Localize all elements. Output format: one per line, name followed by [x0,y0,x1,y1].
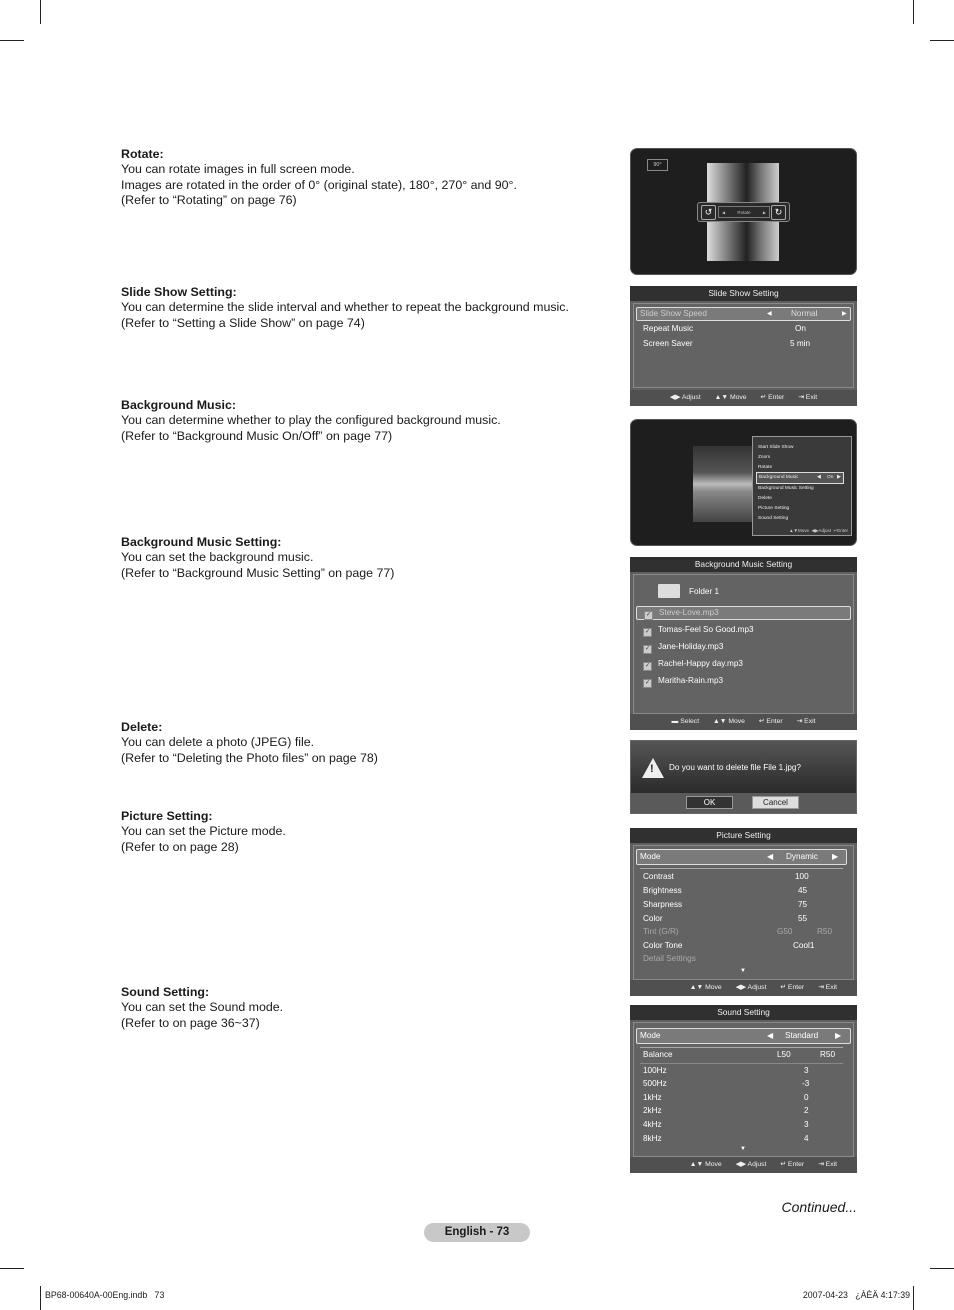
panel-body [633,1022,854,1157]
row-value: Dynamic [786,852,818,861]
eq-row[interactable]: 2kHz 2 [643,1106,809,1115]
background-music-screen [630,419,857,546]
tools-menu [752,436,852,536]
section-heading: Background Music: [121,398,236,412]
footer-enter: ↵ Enter [780,1161,805,1168]
footer-adjust: ◀▶ Adjust [735,1161,767,1168]
section-heading: Slide Show Setting: [121,285,237,299]
footer-move: ▲▼ Move [712,718,745,725]
section-text: You can determine whether to play the configured background music. [121,413,501,428]
panel-footer [630,714,857,730]
row-label: Slide Show Speed [640,309,707,318]
eq-row[interactable]: 4kHz 3 [643,1120,809,1129]
row-label: Screen Saver [643,339,693,348]
menu-item[interactable]: Rotate [758,464,773,470]
arrow-right-icon[interactable]: ▶ [835,1031,842,1040]
print-footer-left: BP68-00640A-00Eng.indb 73 [45,1290,165,1300]
row-value: Normal [791,309,818,318]
footer-move: ▲▼ Move [689,1161,722,1168]
arrow-left-icon[interactable]: ◀ [767,311,772,317]
panel-body [633,574,854,714]
crop-mark [0,40,24,41]
eq-row[interactable]: 100Hz 3 [643,1066,809,1075]
menu-item[interactable]: Delete [758,495,772,501]
detail-settings-row: Detail Settings [643,954,696,963]
cancel-button[interactable]: Cancel [752,796,799,809]
dialog-message: Do you want to delete file File 1.jpg? [669,763,801,772]
warning-mark: ! [650,763,654,775]
section-text: (Refer to “Rotating” on page 76) [121,192,297,207]
panel-body [633,303,854,388]
panel-title: Picture Setting [630,828,857,843]
folder-icon [658,584,680,598]
crop-mark [40,0,41,24]
eq-row[interactable]: 500Hz -3 [643,1079,810,1088]
section-text: You can delete a photo (JPEG) file. [121,735,315,750]
checkbox-icon[interactable]: ✓ [645,612,652,618]
footer-select: ▬ Select [671,718,700,725]
section-heading: Sound Setting: [121,985,210,999]
section-text: You can set the Sound mode. [121,1000,284,1015]
panel-title: Slide Show Setting [630,286,857,301]
tint-row: Tint (G/R) G50 R50 [643,927,833,936]
footer-enter: ↵ Enter [758,718,783,725]
bgm-setting-panel [630,557,857,730]
menu-row-repeat[interactable] [640,323,847,335]
footer-enter: ↵ Enter [780,984,805,991]
section-heading: Rotate: [121,147,164,161]
picture-row[interactable]: Sharpness 75 [643,900,808,909]
mode-row[interactable] [636,1028,851,1044]
menu-row-screensaver[interactable] [640,338,847,350]
menu-item[interactable]: Start Slide Show [758,445,794,450]
section-text: (Refer to on page 36~37) [121,1015,260,1030]
checkbox-icon[interactable]: ✓ [644,663,651,669]
scroll-down-icon[interactable]: ▼ [740,968,746,974]
footer-adjust: ◀▶ Adjust [669,394,701,401]
arrow-right-icon[interactable]: ▶ [842,311,847,317]
arrow-right-icon: ▶ [837,475,841,481]
picture-row[interactable]: Color 55 [643,914,808,923]
crop-mark [930,40,954,41]
checkbox-icon[interactable]: ✓ [644,680,651,686]
arrow-right-icon[interactable]: ▶ [832,852,839,861]
footer-exit: ⇥ Exit [796,718,816,725]
section-background-music-setting [121,535,591,581]
rotate-text: Rotate [737,210,751,215]
row-value: 5 min [790,339,811,348]
eq-row[interactable]: 8kHz 4 [643,1134,809,1143]
panel-title: Sound Setting [630,1005,857,1020]
continued-label: Continued... [781,1199,857,1215]
ok-button[interactable]: OK [686,796,733,809]
file-row[interactable] [640,624,847,636]
section-text: (Refer to on page 28) [121,839,239,854]
menu-row-speed[interactable] [636,307,851,321]
section-heading: Picture Setting: [121,809,213,823]
crop-mark [913,0,914,24]
rotate-cw-icon[interactable]: ↻ [771,205,786,220]
section-text: You can rotate images in full screen mode. [121,162,355,177]
section-text: (Refer to “Background Music On/Off” on page 77) [121,428,393,443]
file-row[interactable] [636,606,851,620]
menu-value: On [827,475,834,481]
file-name: Maritha-Rain.mp3 [658,676,724,685]
rotate-ccw-icon[interactable]: ↺ [701,205,716,220]
section-picture-setting [121,809,591,855]
balance-row[interactable]: Balance L50 R50 [643,1050,836,1059]
section-slideshow [121,285,591,331]
page-number-badge: English - 73 [424,1223,530,1242]
mode-row[interactable] [636,849,847,865]
crop-mark [40,1286,41,1310]
footer-adjust: ◀▶ Adjust [735,984,767,991]
file-row[interactable] [640,641,847,653]
section-text: (Refer to “Deleting the Photo files” on page 78) [121,750,378,765]
section-rotate [121,147,591,208]
panel-footer [630,980,857,996]
file-row[interactable] [640,675,847,687]
file-row[interactable] [640,658,847,670]
footer-enter: ↵ Enter [760,394,785,401]
menu-item[interactable]: Zoom [758,454,771,460]
delete-dialog [630,740,857,814]
file-name: Jane-Holiday.mp3 [658,642,724,651]
menu-item[interactable]: Background Music Setting [758,486,814,492]
section-sound-setting [121,985,591,1031]
section-heading: Delete: [121,720,163,734]
folder-name: Folder 1 [689,587,720,596]
slideshow-panel [630,286,857,406]
menu-item-selected[interactable]: Background Music ◀ On ▶ [756,472,844,484]
section-text: You can set the Picture mode. [121,824,286,839]
rotate-screen [630,148,857,275]
crop-mark [0,1268,24,1269]
arrow-left-icon: ◀ [722,210,726,215]
crop-mark [930,1268,954,1269]
file-name: Steve-Love.mp3 [659,608,719,617]
section-delete [121,720,591,766]
footer-exit: ⇥ Exit [818,1161,837,1168]
row-label: Repeat Music [643,324,694,333]
footer-move: ▲▼ Move [689,984,722,991]
color-tone-row[interactable]: Color Tone Cool1 [643,941,815,950]
section-text: (Refer to “Setting a Slide Show” on page 74) [121,315,365,330]
eq-row[interactable]: 1kHz 0 [643,1093,809,1102]
arrow-left-icon[interactable]: ◀ [767,852,774,861]
checkbox-icon[interactable]: ✓ [644,646,651,652]
footer-exit: ⇥ Exit [798,394,818,401]
scroll-down-icon[interactable]: ▼ [740,1146,746,1152]
section-text: (Refer to “Background Music Setting” on page 77) [121,565,395,580]
crop-mark [913,1286,914,1310]
file-name: Tomas-Feel So Good.mp3 [658,625,754,634]
panel-title: Background Music Setting [630,557,857,572]
print-footer-right: 2007-04-23 ¿ÀÈÄ 4:17:39 [802,1290,910,1300]
menu-item[interactable]: Picture Setting [758,505,790,511]
panel-footer [630,390,857,406]
row-value: Standard [785,1031,819,1040]
picture-row[interactable]: Brightness 45 [643,886,808,895]
checkbox-icon[interactable]: ✓ [644,629,651,635]
panel-footer [630,1157,857,1173]
section-heading: Background Music Setting: [121,535,282,549]
rotate-label [718,206,770,218]
panel-body [633,845,854,980]
file-name: Rachel-Happy day.mp3 [658,659,743,668]
arrow-left-icon[interactable]: ◀ [767,1031,774,1040]
picture-setting-panel [630,828,857,996]
sound-setting-panel [630,1005,857,1173]
menu-footer: ▲▼Move ◀▶Adjust ↵Enter [789,528,848,533]
angle-badge: 90° [647,159,668,171]
arrow-right-icon: ▶ [762,210,766,215]
row-value: On [795,324,806,333]
rotate-control-bar [697,202,790,222]
arrow-left-icon: ◀ [817,475,821,481]
section-text: You can set the background music. [121,550,314,565]
row-label: Mode [640,852,661,861]
section-background-music [121,398,591,444]
row-label: Mode [640,1031,661,1040]
footer-move: ▲▼ Move [714,394,747,401]
picture-row[interactable]: Contrast 100 [643,872,809,881]
menu-item[interactable]: Sound Setting [758,515,789,521]
footer-exit: ⇥ Exit [818,984,837,991]
section-text: You can determine the slide interval and whether to repeat the background music. [121,300,569,315]
section-text: Images are rotated in the order of 0° (original state), 180°, 270° and 90°. [121,177,517,192]
